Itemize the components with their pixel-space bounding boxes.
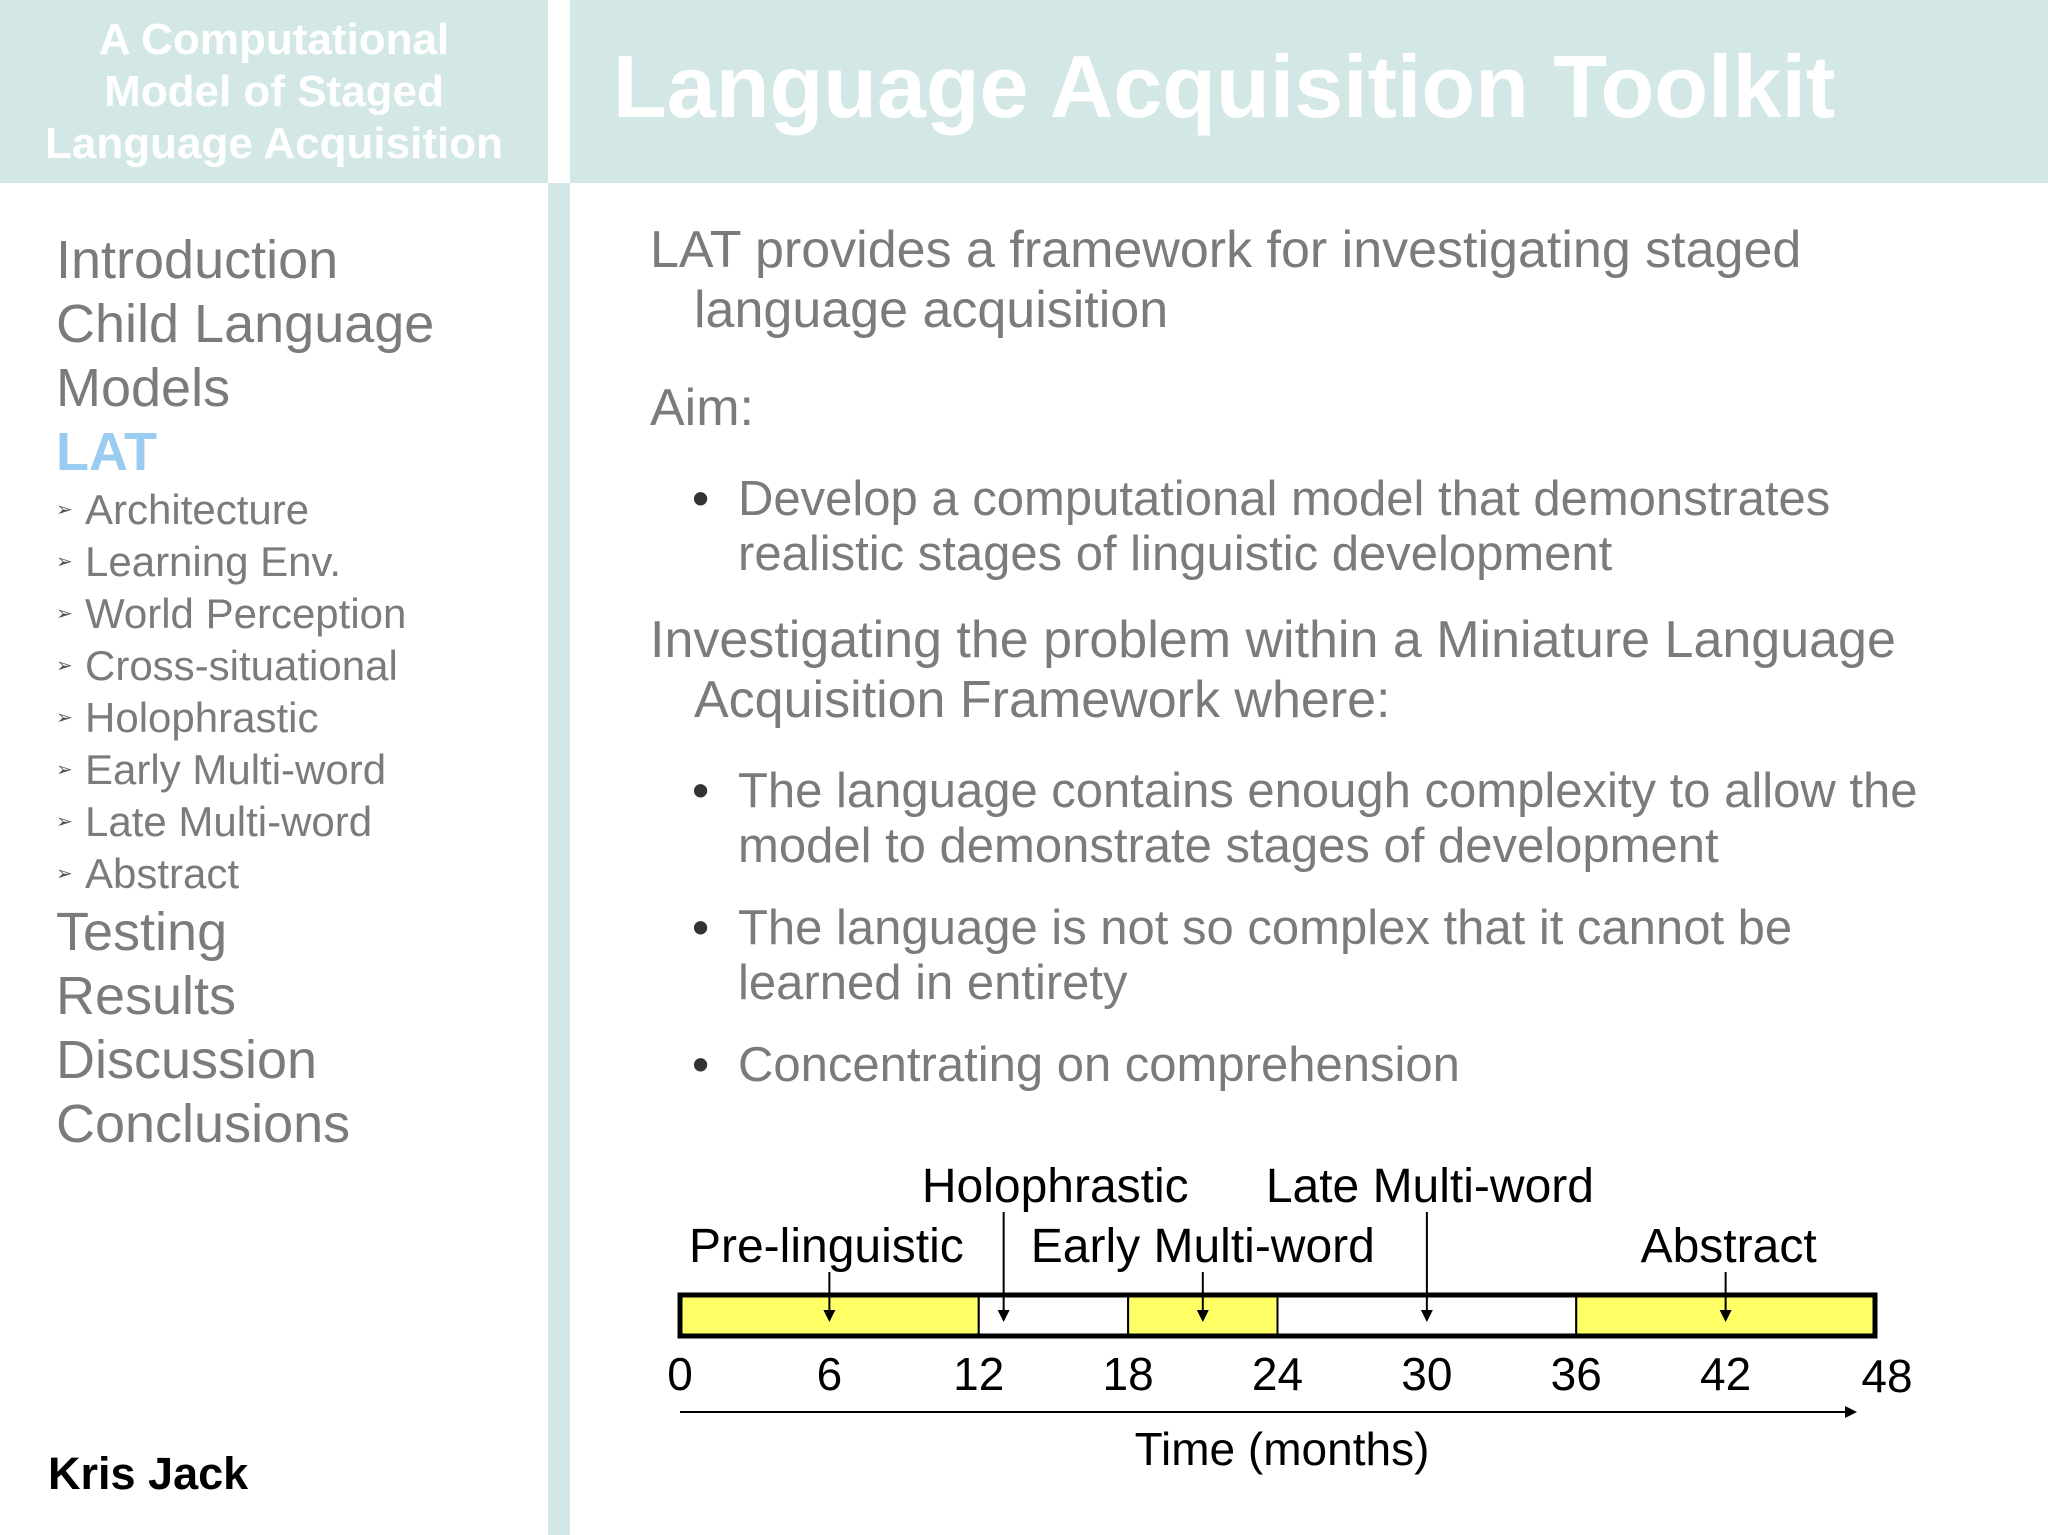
framework-bullet — [650, 764, 1950, 874]
bullet-dot-icon: • — [692, 1038, 710, 1092]
nav-subitem-label: Early Multi-word — [85, 746, 387, 793]
arrow-bullet-icon: ➢ — [56, 707, 73, 729]
nav-subitem-holophrastic[interactable] — [56, 692, 536, 744]
nav-subitem-label: Architecture — [85, 486, 310, 533]
nav-item-child-language[interactable]: Child Language — [56, 294, 435, 354]
nav-item-results[interactable]: Results — [56, 966, 237, 1026]
tick-label-18: 18 — [1102, 1348, 1154, 1400]
arrow-bullet-icon: ➢ — [56, 863, 73, 885]
tick-label-0: 0 — [667, 1348, 693, 1400]
divider-strip — [548, 183, 570, 1535]
aim-bullet — [650, 472, 1950, 582]
stage-label-2: Early Multi-word — [1030, 1220, 1375, 1273]
nav-item-conclusions[interactable]: Conclusions — [56, 1094, 351, 1154]
stage-label-4: Abstract — [1640, 1220, 1817, 1273]
framework-bullet — [650, 901, 1950, 1011]
nav-subitem-label: Abstract — [85, 850, 240, 897]
intro-paragraph: LAT provides a framework for investigating staged language acquisition — [650, 221, 1802, 339]
nav-subitem-learning-env[interactable] — [56, 536, 536, 588]
author-name: Kris Jack — [48, 1448, 249, 1499]
tick-label-42: 42 — [1700, 1348, 1752, 1400]
bullet-text: Concentrating on comprehension — [738, 1038, 1460, 1092]
bullet-dot-icon: • — [692, 764, 710, 818]
nav-subitem-early-multi-word[interactable] — [56, 744, 536, 796]
outline-sidebar — [56, 228, 536, 1156]
arrow-bullet-icon: ➢ — [56, 759, 73, 781]
timeline-segment-1 — [979, 1295, 1128, 1336]
nav-subitem-label: Learning Env. — [85, 538, 342, 585]
arrow-bullet-icon: ➢ — [56, 603, 73, 625]
nav-subitem-label: Cross-situational — [85, 642, 398, 689]
stage-label-0: Pre-linguistic — [688, 1220, 964, 1273]
nav-item-introduction[interactable]: Introduction — [56, 230, 339, 290]
slide-header — [570, 0, 2048, 183]
nav-subitem-abstract[interactable] — [56, 848, 536, 900]
arrow-bullet-icon: ➢ — [56, 811, 73, 833]
bullet-text: The language is not so complex that it cannot be learned in entirety — [738, 901, 1793, 1010]
arrow-bullet-icon: ➢ — [56, 551, 73, 573]
slide-body — [650, 220, 1950, 1093]
tick-label-36: 36 — [1550, 1348, 1602, 1400]
bullet-dot-icon: • — [692, 901, 710, 955]
tick-label-12: 12 — [953, 1348, 1005, 1400]
nav-subitem-label: Holophrastic — [85, 694, 319, 741]
arrow-bullet-icon: ➢ — [56, 499, 73, 521]
arrow-bullet-icon: ➢ — [56, 655, 73, 677]
investigating-paragraph: Investigating the problem within a Miniature Language Acquisition Framework where: — [650, 611, 1896, 729]
tick-label-24: 24 — [1251, 1348, 1304, 1400]
stage-label-3: Late Multi-word — [1265, 1160, 1594, 1213]
deck-title-box — [0, 0, 548, 183]
deck-title-line: Model of Staged — [104, 66, 444, 116]
tick-label-6: 6 — [816, 1348, 843, 1400]
nav-item-testing[interactable]: Testing — [56, 902, 228, 962]
deck-title-line: Language Acquisition — [45, 118, 503, 168]
deck-title-line: A Computational — [98, 14, 450, 64]
tick-label-30: 30 — [1401, 1348, 1453, 1400]
x-axis-label: Time (months) — [1134, 1423, 1430, 1475]
nav-subitem-label: World Perception — [85, 590, 407, 637]
tick-label-48: 48 — [1861, 1350, 1913, 1402]
stage-timeline-chart — [650, 1160, 1930, 1480]
framework-bullet — [650, 1038, 1950, 1093]
bullet-text: The language contains enough complexity to allow the model to demonstrate stages of development — [738, 764, 1918, 873]
bullet-dot-icon: • — [692, 472, 710, 526]
nav-subitem-world-perception[interactable] — [56, 588, 536, 640]
nav-item-lat-active[interactable]: LAT — [56, 422, 157, 482]
nav-item-models[interactable]: Models — [56, 358, 231, 418]
nav-subitem-cross-situational[interactable] — [56, 640, 536, 692]
nav-subitem-architecture[interactable] — [56, 484, 536, 536]
nav-item-discussion[interactable]: Discussion — [56, 1030, 318, 1090]
nav-subitem-label: Late Multi-word — [85, 798, 373, 845]
stage-label-1: Holophrastic — [921, 1160, 1189, 1213]
nav-subitem-late-multi-word[interactable] — [56, 796, 536, 848]
bullet-text: Develop a computational model that demonstrates realistic stages of linguistic development — [738, 472, 1831, 581]
slide-title: Language Acquisition Toolkit — [613, 37, 1836, 136]
aim-heading: Aim: — [650, 379, 754, 437]
